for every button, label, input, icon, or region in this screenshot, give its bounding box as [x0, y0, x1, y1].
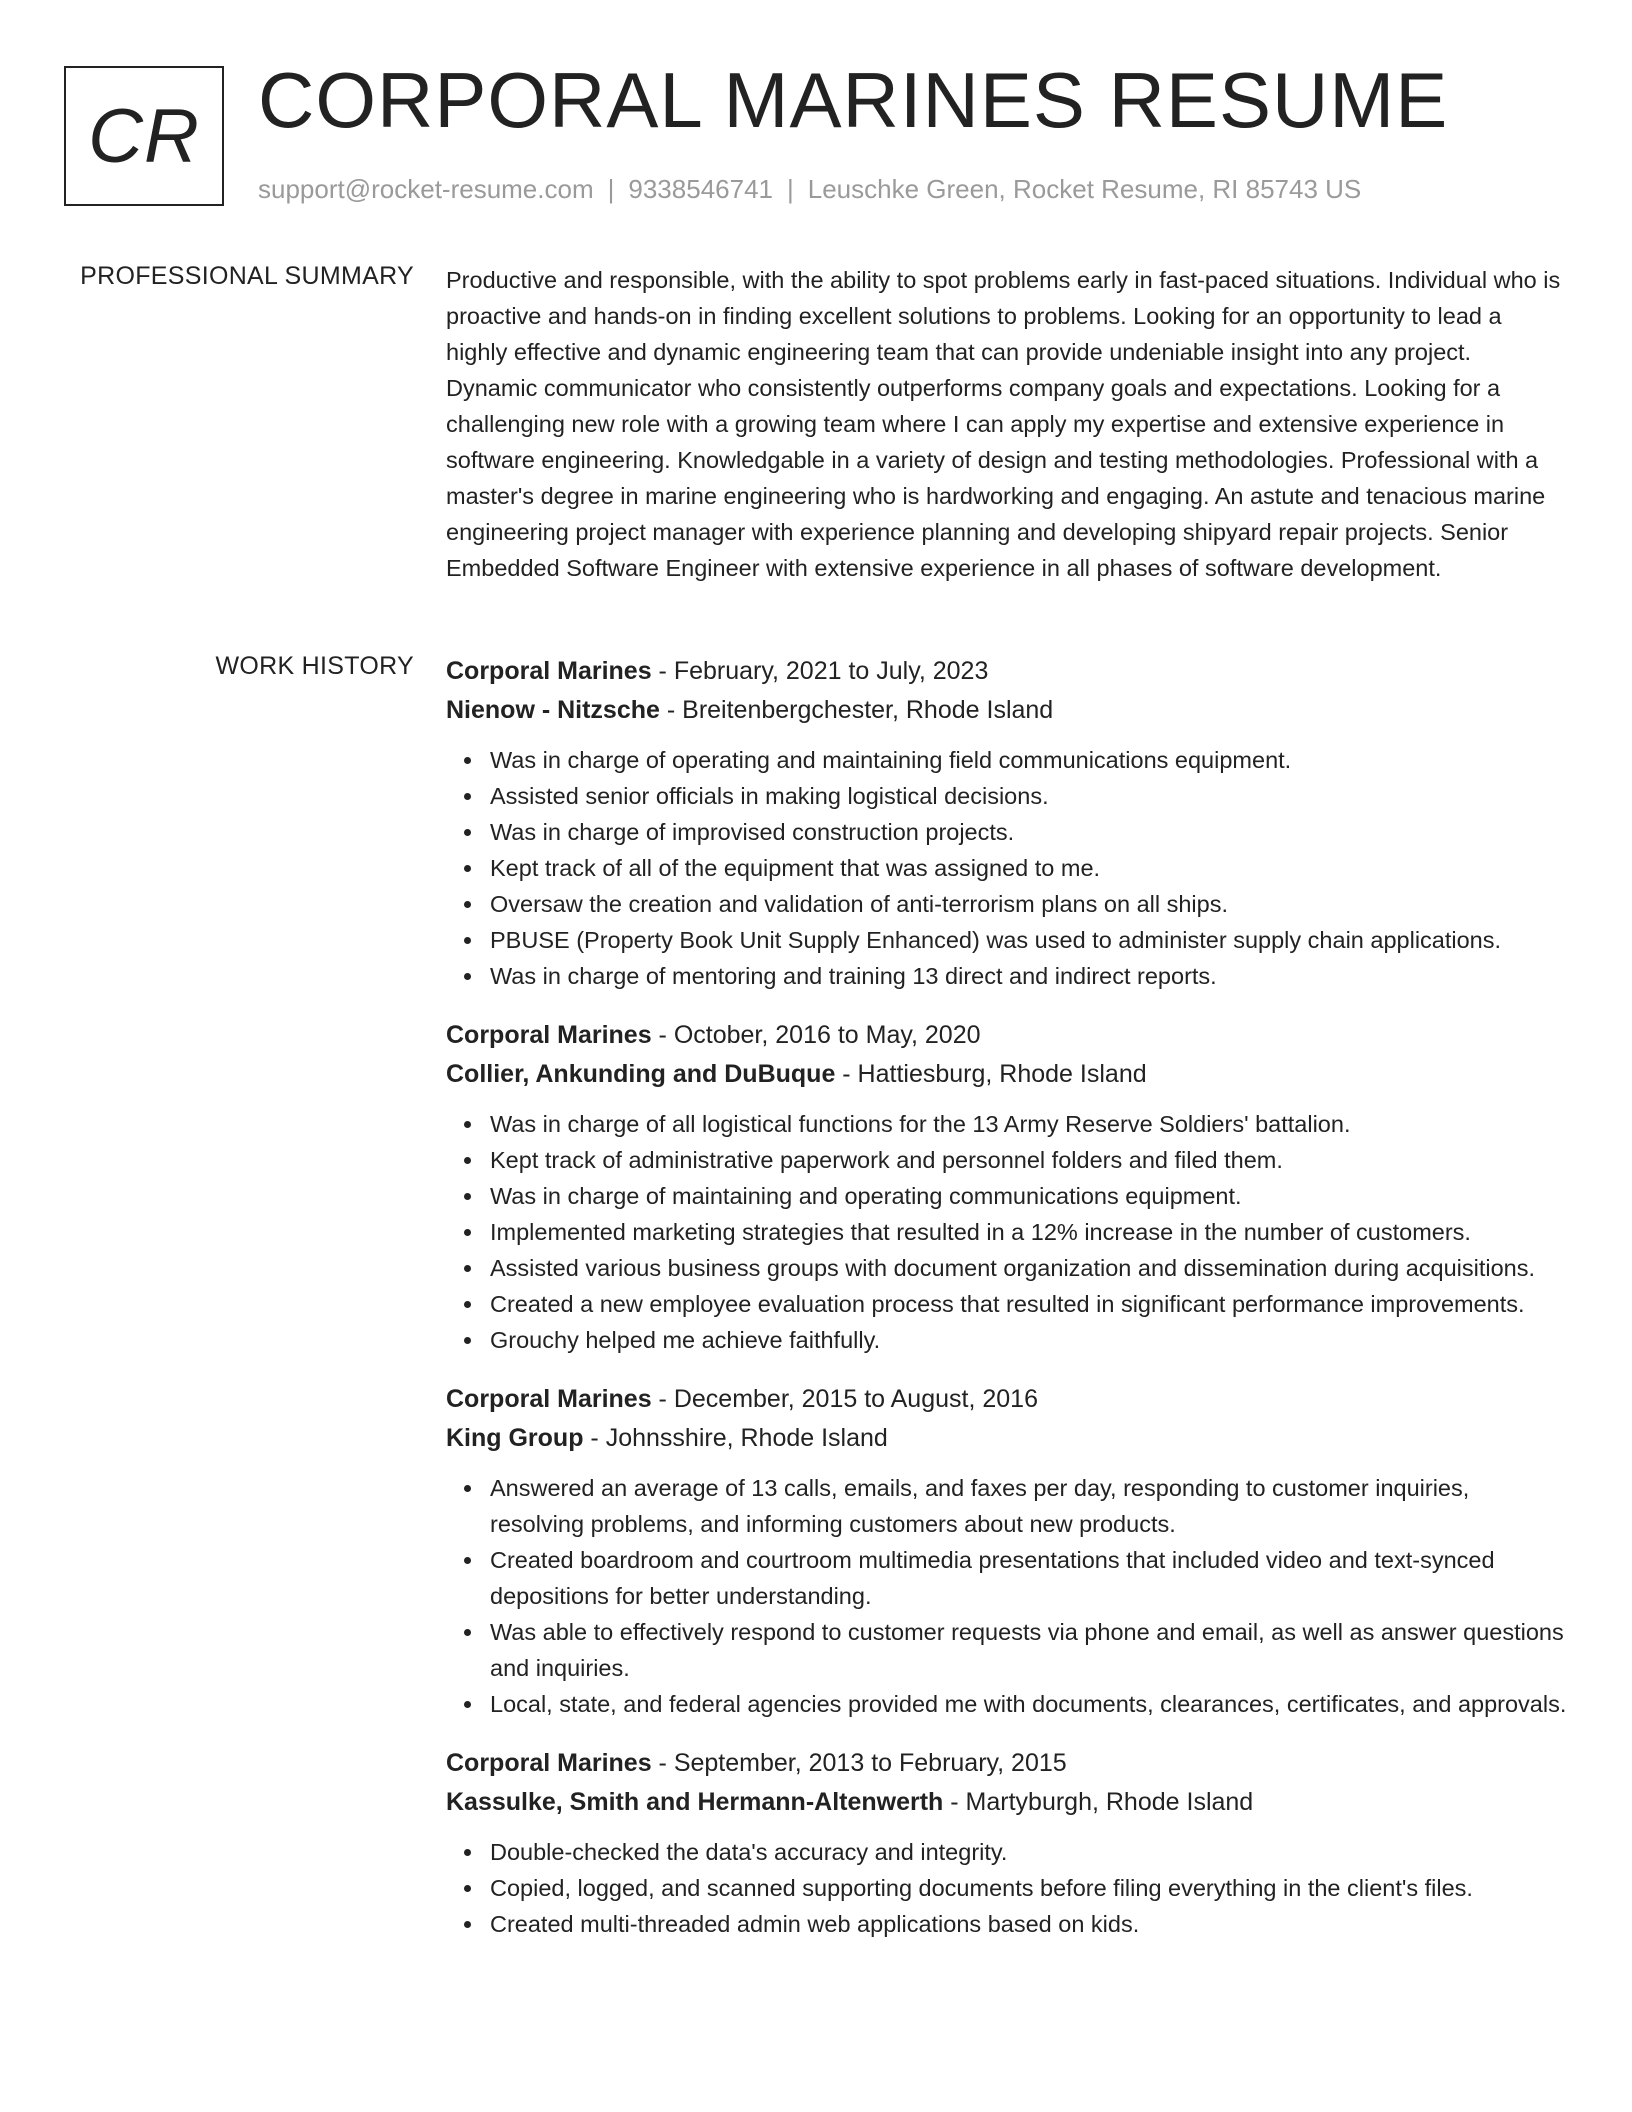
- job-bullet: Kept track of administrative paperwork and personnel folders and filed them.: [490, 1142, 1568, 1178]
- job-bullet: Was in charge of all logistical functions for the 13 Army Reserve Soldiers' battalion.: [490, 1106, 1568, 1142]
- summary-text: Productive and responsible, with the ability to spot problems early in fast-paced situations. Individual who is proactive and hands-on in finding excellent solutions to problems. Looking for an opportunity to lead a highly effective and dynamic engineering team that can provide undeniable insight into any project. Dynamic communicator who consistently outperforms company goals and expectations. Looking for a challenging new role with a growing team where I can apply my expertise and extensive experience in software engineering. Knowledgable in a variety of design and testing methodologies. Professional with a master's degree in marine engineering who is hardworking and engaging. An astute and tenacious marine engineering project manager with experience planning and developing shipyard repair projects. Senior Embedded Software Engineer with extensive experience in all phases of software development.: [446, 267, 1561, 581]
- job-bullet: Was able to effectively respond to customer requests via phone and email, as well as answer questions and inquiries.: [490, 1614, 1568, 1686]
- job-bullet: Copied, logged, and scanned supporting documents before filing everything in the client's files.: [490, 1870, 1568, 1906]
- contact-address: Leuschke Green, Rocket Resume, RI 85743 US: [807, 174, 1362, 204]
- job-entry: [446, 652, 1568, 994]
- summary-heading: PROFESSIONAL SUMMARY: [80, 262, 414, 290]
- job-bullet: Was in charge of operating and maintaining field communications equipment.: [490, 742, 1568, 778]
- contact-separator: |: [607, 174, 615, 204]
- job-bullet: Assisted senior officials in making logistical decisions.: [490, 778, 1568, 814]
- contact-email: support@rocket-resume.com: [258, 174, 594, 204]
- monogram-badge: [64, 66, 224, 206]
- work-history-heading: WORK HISTORY: [215, 652, 414, 680]
- job-location: - Hattiesburg, Rhode Island: [835, 1060, 1147, 1088]
- job-title: Corporal Marines: [446, 1749, 652, 1777]
- job-dates: - September, 2013 to February, 2015: [651, 1749, 1067, 1777]
- job-title: Corporal Marines: [446, 1385, 652, 1413]
- job-bullet-list: [446, 1106, 1568, 1358]
- job-dates: - February, 2021 to July, 2023: [651, 657, 989, 685]
- job-bullet: Was in charge of mentoring and training 13 direct and indirect reports.: [490, 958, 1568, 994]
- job-title-line: [446, 1380, 1568, 1419]
- job-location: - Breitenbergchester, Rhode Island: [659, 696, 1054, 724]
- job-title-line: [446, 652, 1568, 691]
- job-location: - Johnsshire, Rhode Island: [583, 1424, 888, 1452]
- contact-phone: 9338546741: [628, 174, 773, 204]
- resume-title: CORPORAL MARINES RESUME: [258, 56, 1449, 144]
- job-company: Kassulke, Smith and Hermann-Altenwerth: [446, 1788, 944, 1816]
- job-bullet: PBUSE (Property Book Unit Supply Enhanced) was used to administer supply chain applications.: [490, 922, 1568, 958]
- job-title: Corporal Marines: [446, 657, 652, 685]
- job-entry: [446, 1380, 1568, 1722]
- job-company-line: [446, 1783, 1568, 1822]
- work-history-body: [446, 652, 1568, 1964]
- monogram-text: CR: [88, 93, 200, 179]
- job-company: Collier, Ankunding and DuBuque: [446, 1060, 836, 1088]
- job-bullet: Created multi-threaded admin web applications based on kids.: [490, 1906, 1568, 1942]
- job-company: King Group: [446, 1424, 584, 1452]
- job-title-line: [446, 1744, 1568, 1783]
- job-title: Corporal Marines: [446, 1021, 652, 1049]
- job-company-line: [446, 691, 1568, 730]
- job-bullet-list: [446, 1470, 1568, 1722]
- job-company: Nienow - Nitzsche: [446, 696, 660, 724]
- job-bullet: Oversaw the creation and validation of anti-terrorism plans on all ships.: [490, 886, 1568, 922]
- job-dates: - October, 2016 to May, 2020: [651, 1021, 981, 1049]
- job-location: - Martyburgh, Rhode Island: [943, 1788, 1254, 1816]
- contact-line: [258, 174, 1361, 205]
- job-bullet: Was in charge of improvised construction projects.: [490, 814, 1568, 850]
- job-bullet: Assisted various business groups with document organization and dissemination during acquisitions.: [490, 1250, 1568, 1286]
- job-bullet: Kept track of all of the equipment that was assigned to me.: [490, 850, 1568, 886]
- job-bullet-list: [446, 742, 1568, 994]
- job-company-line: [446, 1419, 1568, 1458]
- job-bullet: Local, state, and federal agencies provided me with documents, clearances, certificates, and approvals.: [490, 1686, 1568, 1722]
- job-bullet: Created boardroom and courtroom multimedia presentations that included video and text-synced depositions for better understanding.: [490, 1542, 1568, 1614]
- job-bullet: Was in charge of maintaining and operating communications equipment.: [490, 1178, 1568, 1214]
- job-bullet: Grouchy helped me achieve faithfully.: [490, 1322, 1568, 1358]
- job-entry: [446, 1016, 1568, 1358]
- job-bullet: Double-checked the data's accuracy and integrity.: [490, 1834, 1568, 1870]
- job-bullet-list: [446, 1834, 1568, 1942]
- job-title-line: [446, 1016, 1568, 1055]
- job-bullet: Created a new employee evaluation process that resulted in significant performance improvements.: [490, 1286, 1568, 1322]
- contact-separator: |: [787, 174, 794, 204]
- job-bullet: Answered an average of 13 calls, emails, and faxes per day, responding to customer inquiries, resolving problems, and informing customers about new products.: [490, 1470, 1568, 1542]
- job-bullet: Implemented marketing strategies that resulted in a 12% increase in the number of customers.: [490, 1214, 1568, 1250]
- job-dates: - December, 2015 to August, 2016: [651, 1385, 1038, 1413]
- summary-body: [446, 262, 1568, 586]
- job-entry: [446, 1744, 1568, 1942]
- job-company-line: [446, 1055, 1568, 1094]
